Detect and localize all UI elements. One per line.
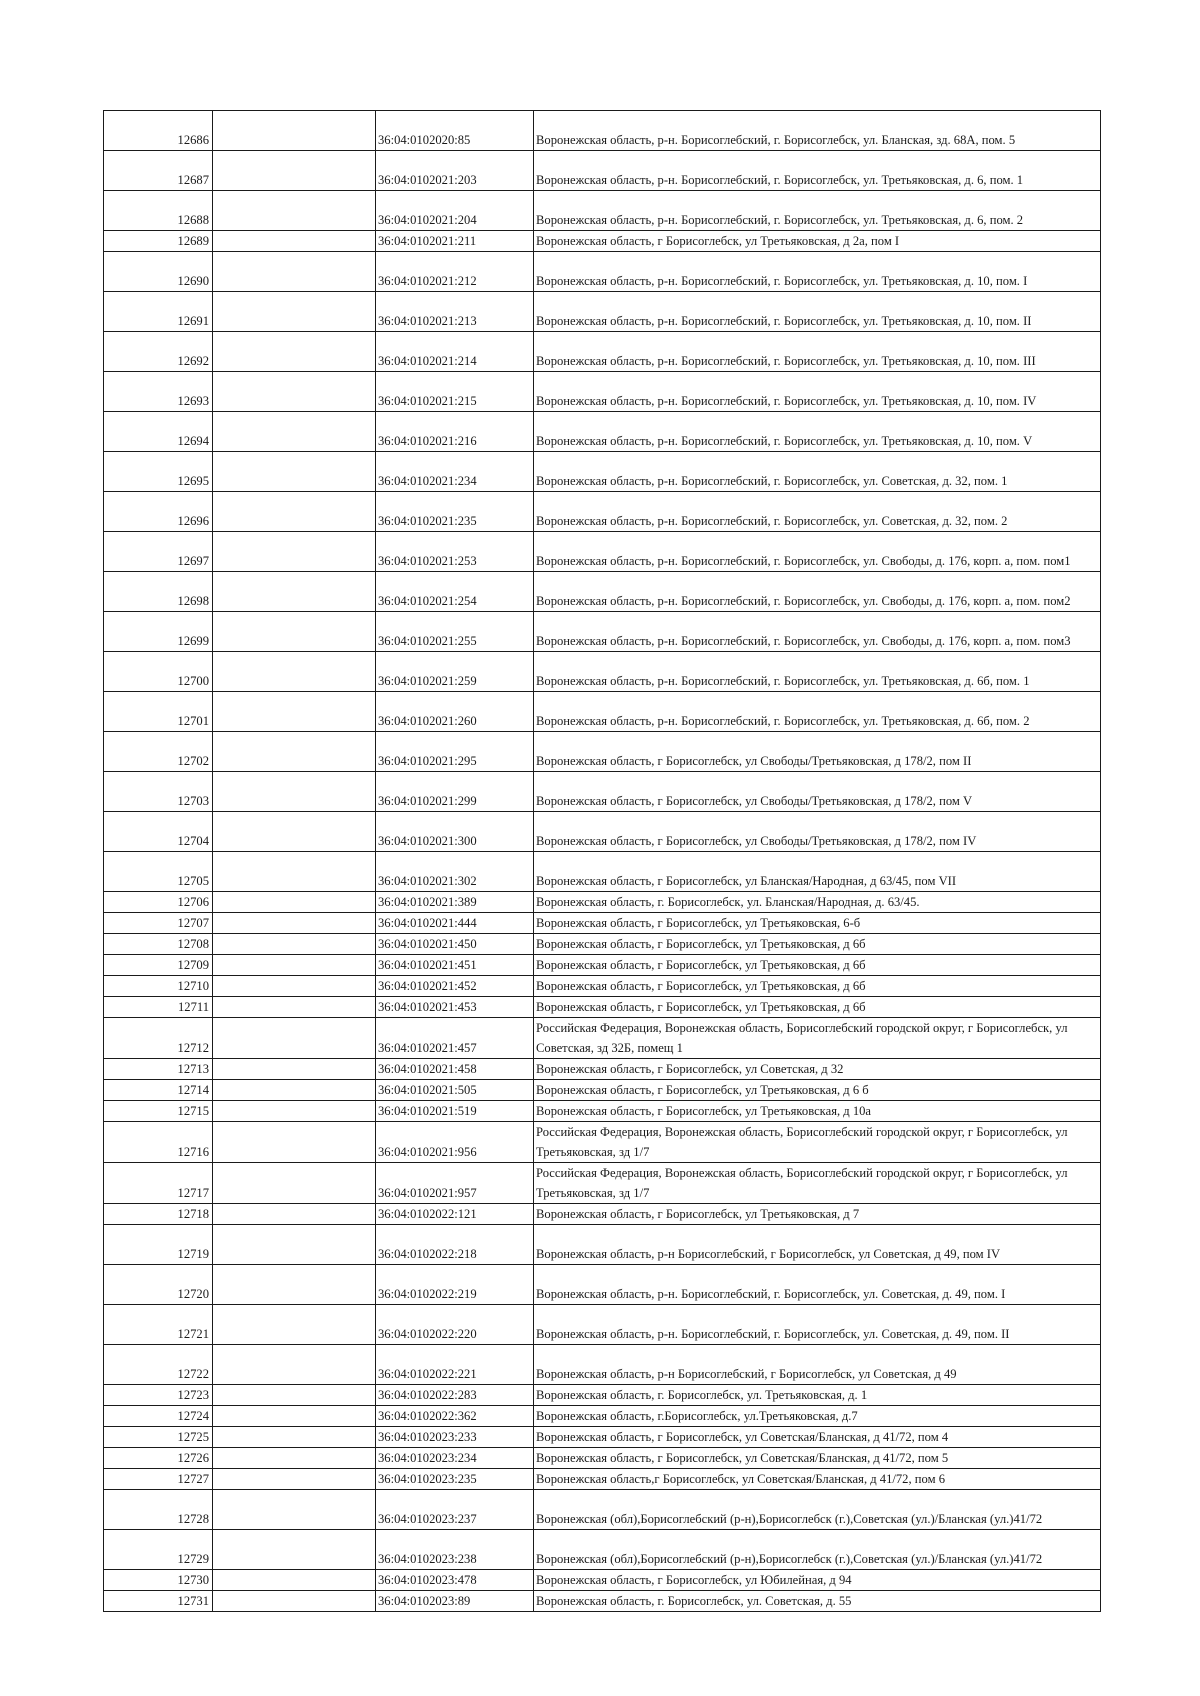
address-cell: Воронежская область, р-н. Борисоглебский, г. Борисоглебск, ул. Третьяковская, д. 10, пом. III: [534, 332, 1101, 372]
cadastral-number-cell: 36:04:0102021:300: [376, 812, 534, 852]
address-cell: Воронежская область, г Борисоглебск, ул Бланская/Народная, д 63/45, пом VII: [534, 852, 1101, 892]
address-cell: Воронежская область, г Борисоглебск, ул Свободы/Третьяковская, д 178/2, пом V: [534, 772, 1101, 812]
table-row: [104, 913, 1101, 934]
row-number-cell: 12686: [104, 111, 213, 151]
address-cell: Воронежская область, г Борисоглебск, ул Третьяковская, д 6б: [534, 934, 1101, 955]
cadastral-number-cell: 36:04:0102023:237: [376, 1490, 534, 1530]
row-number-cell: 12708: [104, 934, 213, 955]
address-cell: Воронежская область, г. Борисоглебск, ул. Бланская/Народная, д. 63/45.: [534, 892, 1101, 913]
cadastral-number-cell: 36:04:0102022:218: [376, 1225, 534, 1265]
address-cell: Воронежская (обл),Борисоглебский (р-н),Борисоглебск (г.),Советская (ул.)/Бланская (ул.)41/72: [534, 1490, 1101, 1530]
address-cell: Воронежская область, г Борисоглебск, ул Советская/Бланская, д 41/72, пом 5: [534, 1448, 1101, 1469]
row-number-cell: 12688: [104, 191, 213, 231]
empty-cell: [213, 452, 376, 492]
cadastral-number-cell: 36:04:0102021:235: [376, 492, 534, 532]
address-cell: Российская Федерация, Воронежская область, Борисоглебский городской округ, г Борисоглебск, ул Советская, зд 32Б, помещ 1: [534, 1018, 1101, 1059]
cadastral-number-cell: 36:04:0102021:519: [376, 1101, 534, 1122]
table-row: [104, 1591, 1101, 1612]
row-number-cell: 12729: [104, 1530, 213, 1570]
table-row: [104, 852, 1101, 892]
row-number-cell: 12691: [104, 292, 213, 332]
registry-table: [103, 110, 1101, 1612]
cadastral-number-cell: 36:04:0102021:254: [376, 572, 534, 612]
cadastral-number-cell: 36:04:0102021:956: [376, 1122, 534, 1163]
row-number-cell: 12720: [104, 1265, 213, 1305]
table-row: [104, 1163, 1101, 1204]
table-row: [104, 1225, 1101, 1265]
address-cell: Воронежская область, р-н. Борисоглебский, г. Борисоглебск, ул. Третьяковская, д. 6, пом. 2: [534, 191, 1101, 231]
cadastral-number-cell: 36:04:0102021:215: [376, 372, 534, 412]
cadastral-number-cell: 36:04:0102021:213: [376, 292, 534, 332]
table-row: [104, 732, 1101, 772]
empty-cell: [213, 892, 376, 913]
table-row: [104, 1530, 1101, 1570]
empty-cell: [213, 1225, 376, 1265]
row-number-cell: 12710: [104, 976, 213, 997]
table-row: [104, 1427, 1101, 1448]
table-row: [104, 1018, 1101, 1059]
address-cell: Воронежская область,г Борисоглебск, ул Советская/Бланская, д 41/72, пом 6: [534, 1469, 1101, 1490]
row-number-cell: 12698: [104, 572, 213, 612]
empty-cell: [213, 955, 376, 976]
address-cell: Воронежская область, г Борисоглебск, ул Третьяковская, 6-б: [534, 913, 1101, 934]
row-number-cell: 12692: [104, 332, 213, 372]
cadastral-number-cell: 36:04:0102021:253: [376, 532, 534, 572]
row-number-cell: 12731: [104, 1591, 213, 1612]
cadastral-number-cell: 36:04:0102022:221: [376, 1345, 534, 1385]
row-number-cell: 12704: [104, 812, 213, 852]
cadastral-number-cell: 36:04:0102023:235: [376, 1469, 534, 1490]
row-number-cell: 12718: [104, 1204, 213, 1225]
address-cell: Воронежская область, г Борисоглебск, ул Третьяковская, д 6б: [534, 955, 1101, 976]
cadastral-number-cell: 36:04:0102021:452: [376, 976, 534, 997]
empty-cell: [213, 732, 376, 772]
table-row: [104, 955, 1101, 976]
cadastral-number-cell: 36:04:0102021:505: [376, 1080, 534, 1101]
cadastral-number-cell: 36:04:0102023:89: [376, 1591, 534, 1612]
table-row: [104, 1080, 1101, 1101]
empty-cell: [213, 111, 376, 151]
address-cell: Воронежская область, г Борисоглебск, ул Свободы/Третьяковская, д 178/2, пом II: [534, 732, 1101, 772]
cadastral-number-cell: 36:04:0102022:220: [376, 1305, 534, 1345]
address-cell: Воронежская область, г Борисоглебск, ул Третьяковская, д 2а, пом I: [534, 231, 1101, 252]
table-row: [104, 997, 1101, 1018]
row-number-cell: 12724: [104, 1406, 213, 1427]
address-cell: Воронежская область, р-н Борисоглебский, г Борисоглебск, ул Советская, д 49, пом IV: [534, 1225, 1101, 1265]
table-row: [104, 452, 1101, 492]
address-cell: Воронежская область, р-н. Борисоглебский, г. Борисоглебск, ул. Свободы, д. 176, корп. а, пом. пом3: [534, 612, 1101, 652]
cadastral-number-cell: 36:04:0102021:453: [376, 997, 534, 1018]
table-row: [104, 412, 1101, 452]
empty-cell: [213, 1448, 376, 1469]
table-row: [104, 1204, 1101, 1225]
table-row: [104, 1059, 1101, 1080]
empty-cell: [213, 852, 376, 892]
empty-cell: [213, 652, 376, 692]
address-cell: Воронежская область, р-н. Борисоглебский, г. Борисоглебск, ул. Советская, д. 32, пом. 2: [534, 492, 1101, 532]
address-cell: Воронежская область, р-н. Борисоглебский, г. Борисоглебск, ул. Бланская, зд. 68А, пом. 5: [534, 111, 1101, 151]
empty-cell: [213, 1406, 376, 1427]
cadastral-number-cell: 36:04:0102021:458: [376, 1059, 534, 1080]
empty-cell: [213, 1122, 376, 1163]
empty-cell: [213, 1490, 376, 1530]
table-row: [104, 652, 1101, 692]
address-cell: Воронежская область, г. Борисоглебск, ул. Советская, д. 55: [534, 1591, 1101, 1612]
row-number-cell: 12701: [104, 692, 213, 732]
cadastral-number-cell: 36:04:0102022:219: [376, 1265, 534, 1305]
address-cell: Воронежская область, р-н Борисоглебский, г Борисоглебск, ул Советская, д 49: [534, 1345, 1101, 1385]
row-number-cell: 12713: [104, 1059, 213, 1080]
row-number-cell: 12715: [104, 1101, 213, 1122]
empty-cell: [213, 1018, 376, 1059]
empty-cell: [213, 692, 376, 732]
cadastral-number-cell: 36:04:0102021:957: [376, 1163, 534, 1204]
address-cell: Воронежская область, р-н. Борисоглебский, г. Борисоглебск, ул. Третьяковская, д. 6б, пом. 2: [534, 692, 1101, 732]
address-cell: Воронежская область, р-н. Борисоглебский, г. Борисоглебск, ул. Третьяковская, д. 10, пом. I: [534, 252, 1101, 292]
row-number-cell: 12696: [104, 492, 213, 532]
cadastral-number-cell: 36:04:0102020:85: [376, 111, 534, 151]
cadastral-number-cell: 36:04:0102021:234: [376, 452, 534, 492]
table-row: [104, 1448, 1101, 1469]
empty-cell: [213, 572, 376, 612]
row-number-cell: 12700: [104, 652, 213, 692]
table-row: [104, 1305, 1101, 1345]
empty-cell: [213, 1265, 376, 1305]
table-row: [104, 292, 1101, 332]
cadastral-number-cell: 36:04:0102022:283: [376, 1385, 534, 1406]
row-number-cell: 12690: [104, 252, 213, 292]
row-number-cell: 12694: [104, 412, 213, 452]
table-row: [104, 231, 1101, 252]
table-row: [104, 372, 1101, 412]
address-cell: Воронежская область, р-н. Борисоглебский, г. Борисоглебск, ул. Свободы, д. 176, корп. а, пом. пом1: [534, 532, 1101, 572]
address-cell: Воронежская область, г.Борисоглебск, ул.Третьяковская, д.7: [534, 1406, 1101, 1427]
cadastral-number-cell: 36:04:0102021:302: [376, 852, 534, 892]
address-cell: Воронежская область, р-н. Борисоглебский, г. Борисоглебск, ул. Третьяковская, д. 10, пом. IV: [534, 372, 1101, 412]
empty-cell: [213, 976, 376, 997]
empty-cell: [213, 1591, 376, 1612]
empty-cell: [213, 191, 376, 231]
empty-cell: [213, 1385, 376, 1406]
row-number-cell: 12706: [104, 892, 213, 913]
address-cell: Воронежская область, г Борисоглебск, ул Советская, д 32: [534, 1059, 1101, 1080]
cadastral-number-cell: 36:04:0102021:457: [376, 1018, 534, 1059]
row-number-cell: 12699: [104, 612, 213, 652]
empty-cell: [213, 997, 376, 1018]
document-page: [103, 110, 1100, 1612]
row-number-cell: 12716: [104, 1122, 213, 1163]
row-number-cell: 12693: [104, 372, 213, 412]
row-number-cell: 12697: [104, 532, 213, 572]
address-cell: Воронежская область, р-н. Борисоглебский, г. Борисоглебск, ул. Свободы, д. 176, корп. а, пом. пом2: [534, 572, 1101, 612]
registry-table-body: [104, 111, 1101, 1612]
table-row: [104, 1345, 1101, 1385]
address-cell: Воронежская область, р-н. Борисоглебский, г. Борисоглебск, ул. Третьяковская, д. 6б, пом. 1: [534, 652, 1101, 692]
cadastral-number-cell: 36:04:0102023:478: [376, 1570, 534, 1591]
table-row: [104, 612, 1101, 652]
empty-cell: [213, 772, 376, 812]
row-number-cell: 12689: [104, 231, 213, 252]
cadastral-number-cell: 36:04:0102021:212: [376, 252, 534, 292]
row-number-cell: 12717: [104, 1163, 213, 1204]
empty-cell: [213, 1427, 376, 1448]
cadastral-number-cell: 36:04:0102022:121: [376, 1204, 534, 1225]
row-number-cell: 12712: [104, 1018, 213, 1059]
empty-cell: [213, 1059, 376, 1080]
row-number-cell: 12695: [104, 452, 213, 492]
address-cell: Воронежская область, г Борисоглебск, ул Третьяковская, д 6б: [534, 997, 1101, 1018]
empty-cell: [213, 913, 376, 934]
table-row: [104, 812, 1101, 852]
cadastral-number-cell: 36:04:0102021:214: [376, 332, 534, 372]
table-row: [104, 934, 1101, 955]
row-number-cell: 12727: [104, 1469, 213, 1490]
address-cell: Воронежская область, р-н. Борисоглебский, г. Борисоглебск, ул. Советская, д. 49, пом. I: [534, 1265, 1101, 1305]
row-number-cell: 12722: [104, 1345, 213, 1385]
row-number-cell: 12723: [104, 1385, 213, 1406]
address-cell: Воронежская область, г Борисоглебск, ул Третьяковская, д 7: [534, 1204, 1101, 1225]
empty-cell: [213, 292, 376, 332]
address-cell: Воронежская область, г Борисоглебск, ул Советская/Бланская, д 41/72, пом 4: [534, 1427, 1101, 1448]
row-number-cell: 12705: [104, 852, 213, 892]
address-cell: Воронежская область, г Борисоглебск, ул Юбилейная, д 94: [534, 1570, 1101, 1591]
cadastral-number-cell: 36:04:0102021:204: [376, 191, 534, 231]
address-cell: Воронежская область, р-н. Борисоглебский, г. Борисоглебск, ул. Третьяковская, д. 10, пом. V: [534, 412, 1101, 452]
empty-cell: [213, 1345, 376, 1385]
table-row: [104, 1385, 1101, 1406]
cadastral-number-cell: 36:04:0102021:211: [376, 231, 534, 252]
cadastral-number-cell: 36:04:0102021:299: [376, 772, 534, 812]
row-number-cell: 12707: [104, 913, 213, 934]
empty-cell: [213, 1469, 376, 1490]
empty-cell: [213, 1305, 376, 1345]
table-row: [104, 1490, 1101, 1530]
cadastral-number-cell: 36:04:0102023:238: [376, 1530, 534, 1570]
empty-cell: [213, 812, 376, 852]
empty-cell: [213, 231, 376, 252]
table-row: [104, 532, 1101, 572]
row-number-cell: 12709: [104, 955, 213, 976]
table-row: [104, 772, 1101, 812]
table-row: [104, 252, 1101, 292]
empty-cell: [213, 372, 376, 412]
cadastral-number-cell: 36:04:0102023:234: [376, 1448, 534, 1469]
address-cell: Воронежская область, р-н. Борисоглебский, г. Борисоглебск, ул. Советская, д. 32, пом. 1: [534, 452, 1101, 492]
cadastral-number-cell: 36:04:0102023:233: [376, 1427, 534, 1448]
row-number-cell: 12721: [104, 1305, 213, 1345]
empty-cell: [213, 934, 376, 955]
empty-cell: [213, 1163, 376, 1204]
table-row: [104, 572, 1101, 612]
cadastral-number-cell: 36:04:0102022:362: [376, 1406, 534, 1427]
address-cell: Российская Федерация, Воронежская область, Борисоглебский городской округ, г Борисоглебск, ул Третьяковская, зд 1/7: [534, 1122, 1101, 1163]
empty-cell: [213, 1101, 376, 1122]
address-cell: Воронежская область, р-н. Борисоглебский, г. Борисоглебск, ул. Третьяковская, д. 6, пом. 1: [534, 151, 1101, 191]
empty-cell: [213, 151, 376, 191]
address-cell: Воронежская область, г Борисоглебск, ул Третьяковская, д 6 б: [534, 1080, 1101, 1101]
empty-cell: [213, 612, 376, 652]
address-cell: Воронежская область, г Борисоглебск, ул Третьяковская, д 6б: [534, 976, 1101, 997]
table-row: [104, 111, 1101, 151]
cadastral-number-cell: 36:04:0102021:260: [376, 692, 534, 732]
cadastral-number-cell: 36:04:0102021:295: [376, 732, 534, 772]
cadastral-number-cell: 36:04:0102021:451: [376, 955, 534, 976]
row-number-cell: 12702: [104, 732, 213, 772]
table-row: [104, 1122, 1101, 1163]
row-number-cell: 12703: [104, 772, 213, 812]
table-row: [104, 151, 1101, 191]
address-cell: Воронежская область, г Борисоглебск, ул Третьяковская, д 10а: [534, 1101, 1101, 1122]
row-number-cell: 12730: [104, 1570, 213, 1591]
row-number-cell: 12719: [104, 1225, 213, 1265]
table-row: [104, 692, 1101, 732]
address-cell: Воронежская область, р-н. Борисоглебский, г. Борисоглебск, ул. Третьяковская, д. 10, пом. II: [534, 292, 1101, 332]
table-row: [104, 1469, 1101, 1490]
empty-cell: [213, 492, 376, 532]
cadastral-number-cell: 36:04:0102021:203: [376, 151, 534, 191]
empty-cell: [213, 532, 376, 572]
table-row: [104, 1101, 1101, 1122]
table-row: [104, 1406, 1101, 1427]
row-number-cell: 12711: [104, 997, 213, 1018]
row-number-cell: 12687: [104, 151, 213, 191]
row-number-cell: 12714: [104, 1080, 213, 1101]
cadastral-number-cell: 36:04:0102021:259: [376, 652, 534, 692]
empty-cell: [213, 252, 376, 292]
cadastral-number-cell: 36:04:0102021:444: [376, 913, 534, 934]
address-cell: Российская Федерация, Воронежская область, Борисоглебский городской округ, г Борисоглебск, ул Третьяковская, зд 1/7: [534, 1163, 1101, 1204]
address-cell: Воронежская (обл),Борисоглебский (р-н),Борисоглебск (г.),Советская (ул.)/Бланская (ул.)41/72: [534, 1530, 1101, 1570]
cadastral-number-cell: 36:04:0102021:450: [376, 934, 534, 955]
address-cell: Воронежская область, г Борисоглебск, ул Свободы/Третьяковская, д 178/2, пом IV: [534, 812, 1101, 852]
address-cell: Воронежская область, г. Борисоглебск, ул. Третьяковская, д. 1: [534, 1385, 1101, 1406]
table-row: [104, 1265, 1101, 1305]
table-row: [104, 492, 1101, 532]
empty-cell: [213, 1204, 376, 1225]
empty-cell: [213, 1530, 376, 1570]
cadastral-number-cell: 36:04:0102021:255: [376, 612, 534, 652]
cadastral-number-cell: 36:04:0102021:216: [376, 412, 534, 452]
table-row: [104, 892, 1101, 913]
cadastral-number-cell: 36:04:0102021:389: [376, 892, 534, 913]
table-row: [104, 1570, 1101, 1591]
empty-cell: [213, 1080, 376, 1101]
table-row: [104, 332, 1101, 372]
row-number-cell: 12728: [104, 1490, 213, 1530]
empty-cell: [213, 332, 376, 372]
row-number-cell: 12725: [104, 1427, 213, 1448]
address-cell: Воронежская область, р-н. Борисоглебский, г. Борисоглебск, ул. Советская, д. 49, пом. II: [534, 1305, 1101, 1345]
row-number-cell: 12726: [104, 1448, 213, 1469]
empty-cell: [213, 1570, 376, 1591]
table-row: [104, 976, 1101, 997]
table-row: [104, 191, 1101, 231]
empty-cell: [213, 412, 376, 452]
